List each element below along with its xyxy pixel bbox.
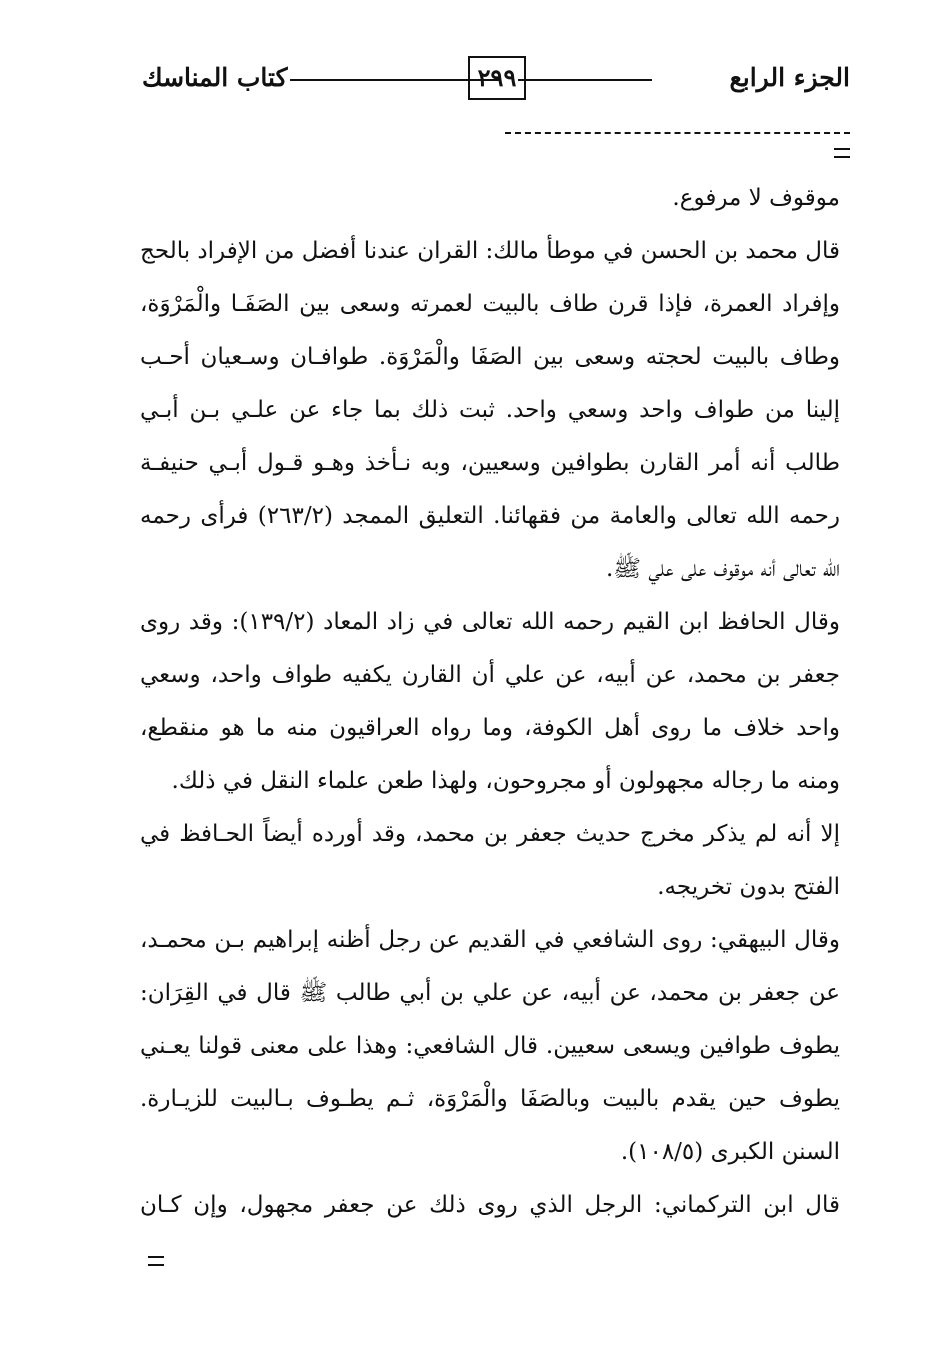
text-line: الفتح بدون تخريجه. bbox=[657, 874, 840, 900]
text-line: رحمه الله تعالى والعامة من فقهائنا. التعليق الممجد (٢٦٣/٢) فرأى رحمه bbox=[140, 503, 840, 529]
text-line: قال ابن التركماني: الرجل الذي روى ذلك عن جعفر مجهول، وإن كـان bbox=[140, 1192, 840, 1218]
text-line: يطوف حين يقدم بالبيت وبالصَفَا والْمَرْوَة، ثـم يطـوف بـالبيت للزيـارة. bbox=[140, 1086, 840, 1112]
text-line: وطاف بالبيت لحجته وسعى بين الصَفَا والْمَرْوَة. طوافـان وسـعيان أحـب bbox=[140, 344, 840, 370]
volume-title: الجزء الرابع bbox=[729, 63, 850, 92]
running-header bbox=[130, 52, 850, 108]
text-line: موقوف لا مرفوع. bbox=[672, 185, 840, 211]
header-rule bbox=[290, 79, 500, 81]
footnote-separator bbox=[505, 132, 850, 134]
page-number: ٢٩٩ bbox=[468, 56, 526, 100]
text-line: جعفر بن محمد، عن أبيه، عن علي أن القارن يكفيه طواف واحد، وسعي bbox=[140, 662, 840, 688]
text-line: عن جعفر بن محمد، عن أبيه، عن علي بن أبي طالب ﷺ قال في القِرَان: bbox=[140, 980, 840, 1006]
header-rule bbox=[518, 79, 652, 81]
text-line: وقال الحافظ ابن القيم رحمه الله تعالى في زاد المعاد (١٣٩/٢): وقد روى bbox=[140, 609, 840, 635]
text-line: الله تعالى أنه موقوف على علي ﷺ. bbox=[605, 556, 840, 582]
book-title: كتاب المناسك bbox=[142, 63, 288, 92]
continuation-mark bbox=[148, 1256, 164, 1266]
text-line: طالب أنه أمر القارن بطوافين وسعيين، وبه نـأخذ وهـو قـول أبـي حنيفـة bbox=[140, 450, 840, 476]
text-line: قال محمد بن الحسن في موطأ مالك: القران عندنا أفضل من الإفراد بالحج bbox=[140, 238, 840, 264]
text-line: وقال البيهقي: روى الشافعي في القديم عن رجل أظنه إبراهيم بـن محمـد، bbox=[140, 927, 840, 953]
text-line: ومنه ما رجاله مجهولون أو مجروحون، ولهذا طعن علماء النقل في ذلك. bbox=[171, 768, 840, 794]
text-line: إلينا من طواف واحد وسعي واحد. ثبت ذلك بما جاء عن علـي بـن أبـي bbox=[140, 397, 840, 423]
text-line: السنن الكبرى (١٠٨/٥). bbox=[620, 1139, 840, 1165]
text-line: إلا أنه لم يذكر مخرج حديث جعفر بن محمد، وقد أورده أيضاً الحـافظ في bbox=[140, 821, 840, 847]
text-line: وإفراد العمرة، فإذا قرن طاف بالبيت لعمرته وسعى بين الصَفَـا والْمَرْوَة، bbox=[140, 291, 840, 317]
text-line: واحد خلاف ما روى أهل الكوفة، وما رواه العراقيون منه ما هو منقطع، bbox=[140, 715, 840, 741]
body-text bbox=[140, 172, 840, 1232]
continuation-mark bbox=[834, 148, 850, 158]
text-line: يطوف طوافين ويسعى سعيين. قال الشافعي: وهذا على معنى قولنا يعـني bbox=[140, 1033, 840, 1059]
